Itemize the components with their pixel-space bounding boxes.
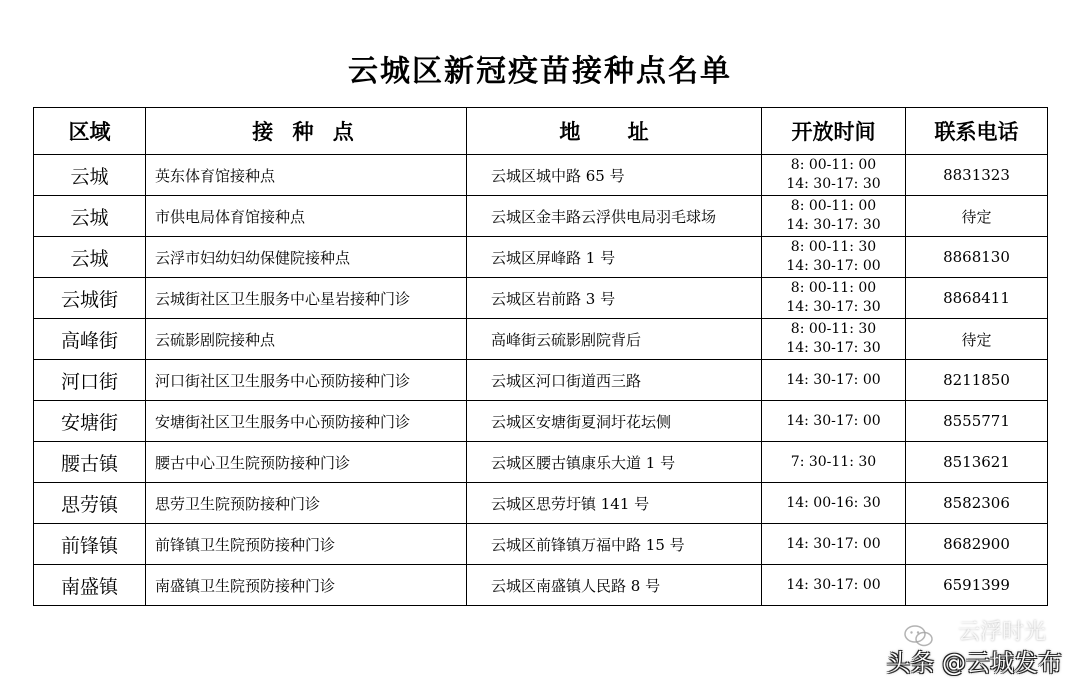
hours-line: 8: 00-11: 00: [790, 198, 877, 214]
cell-hours: [762, 237, 906, 278]
hours-line: 8: 00-11: 00: [790, 280, 877, 296]
cell-area: 前锋镇: [34, 524, 146, 565]
hours-line: 14: 30-17: 30: [786, 340, 881, 356]
cell-area: 腰古镇: [34, 442, 146, 483]
cell-site: 云浮市妇幼妇幼保健院接种点: [146, 237, 467, 278]
hours-line: 7: 30-11: 30: [790, 453, 877, 470]
watermark-brand: 云浮时光: [957, 620, 1046, 645]
cell-site: 云城街社区卫生服务中心星岩接种门诊: [146, 278, 467, 319]
cell-phone: 8211850: [906, 360, 1048, 401]
watermark-source: 头条 @云城发布: [886, 649, 1062, 677]
table-row: [34, 401, 1048, 442]
cell-hours: [762, 196, 906, 237]
document-title: 云城区新冠疫苗接种点名单: [348, 54, 732, 89]
cell-phone: 8513621: [906, 442, 1048, 483]
cell-address: 云城区前锋镇万福中路 15 号: [467, 524, 762, 565]
cell-phone: 8868130: [906, 237, 1048, 278]
cell-area: 南盛镇: [34, 565, 146, 606]
hours-line: 14: 30-17: 00: [786, 412, 881, 429]
cell-hours: [762, 155, 906, 196]
cell-address: 高峰街云硫影剧院背后: [467, 319, 762, 360]
cell-site: 河口街社区卫生服务中心预防接种门诊: [146, 360, 467, 401]
cell-site: 市供电局体育馆接种点: [146, 196, 467, 237]
cell-area: 安塘街: [34, 401, 146, 442]
cell-site: 思劳卫生院预防接种门诊: [146, 483, 467, 524]
cell-hours: [762, 442, 906, 483]
table-header-row: [34, 108, 1048, 155]
vaccination-sites-table: [33, 107, 1048, 606]
hours-line: 14: 30-17: 00: [786, 371, 881, 388]
cell-area: 思劳镇: [34, 483, 146, 524]
cell-phone: 6591399: [906, 565, 1048, 606]
table-row: [34, 319, 1048, 360]
cell-address: 云城区南盛镇人民路 8 号: [467, 565, 762, 606]
cell-phone: 8682900: [906, 524, 1048, 565]
table-row: [34, 524, 1048, 565]
cell-site: 南盛镇卫生院预防接种门诊: [146, 565, 467, 606]
cell-address: 云城区安塘街夏洞圩花坛侧: [467, 401, 762, 442]
cell-site: 腰古中心卫生院预防接种门诊: [146, 442, 467, 483]
table-row: [34, 278, 1048, 319]
table-row: [34, 360, 1048, 401]
cell-address: 云城区河口街道西三路: [467, 360, 762, 401]
hours-line: 14: 00-16: 30: [786, 494, 881, 511]
cell-phone: 8582306: [906, 483, 1048, 524]
cell-area: 云城: [34, 196, 146, 237]
header-area: 区域: [34, 108, 146, 155]
hours-line: 14: 30-17: 00: [786, 535, 881, 552]
cell-hours: [762, 483, 906, 524]
cell-address: 云城区屏峰路 1 号: [467, 237, 762, 278]
cell-phone: 待定: [906, 196, 1048, 237]
cell-phone: 待定: [906, 319, 1048, 360]
table-row: [34, 483, 1048, 524]
cell-hours: [762, 278, 906, 319]
cell-area: 云城: [34, 155, 146, 196]
table-row: [34, 565, 1048, 606]
header-phone: 联系电话: [906, 108, 1048, 155]
cell-hours: [762, 565, 906, 606]
table-row: [34, 196, 1048, 237]
cell-address: 云城区腰古镇康乐大道 1 号: [467, 442, 762, 483]
hours-line: 14: 30-17: 00: [786, 258, 881, 274]
hours-line: 14: 30-17: 30: [786, 176, 881, 192]
header-hours: 开放时间: [762, 108, 906, 155]
cell-area: 高峰街: [34, 319, 146, 360]
cell-phone: 8831323: [906, 155, 1048, 196]
cell-site: 英东体育馆接种点: [146, 155, 467, 196]
cell-area: 云城: [34, 237, 146, 278]
cell-site: 安塘街社区卫生服务中心预防接种门诊: [146, 401, 467, 442]
cell-hours: [762, 360, 906, 401]
cell-hours: [762, 524, 906, 565]
header-address: 地 址: [467, 108, 762, 155]
cell-phone: 8868411: [906, 278, 1048, 319]
cell-area: 河口街: [34, 360, 146, 401]
hours-line: 14: 30-17: 30: [786, 299, 881, 315]
cell-address: 云城区岩前路 3 号: [467, 278, 762, 319]
cell-area: 云城街: [34, 278, 146, 319]
cell-hours: [762, 319, 906, 360]
header-site: 接 种 点: [146, 108, 467, 155]
cell-site: 前锋镇卫生院预防接种门诊: [146, 524, 467, 565]
cell-address: 云城区城中路 65 号: [467, 155, 762, 196]
cell-hours: [762, 401, 906, 442]
table-row: [34, 442, 1048, 483]
hours-line: 8: 00-11: 30: [790, 239, 877, 255]
cell-address: 云城区金丰路云浮供电局羽毛球场: [467, 196, 762, 237]
hours-line: 8: 00-11: 30: [790, 321, 877, 337]
cell-phone: 8555771: [906, 401, 1048, 442]
cell-site: 云硫影剧院接种点: [146, 319, 467, 360]
cell-address: 云城区思劳圩镇 141 号: [467, 483, 762, 524]
table-row: [34, 155, 1048, 196]
hours-line: 14: 30-17: 30: [786, 217, 881, 233]
table-row: [34, 237, 1048, 278]
hours-line: 8: 00-11: 00: [790, 157, 877, 173]
hours-line: 14: 30-17: 00: [786, 576, 881, 593]
